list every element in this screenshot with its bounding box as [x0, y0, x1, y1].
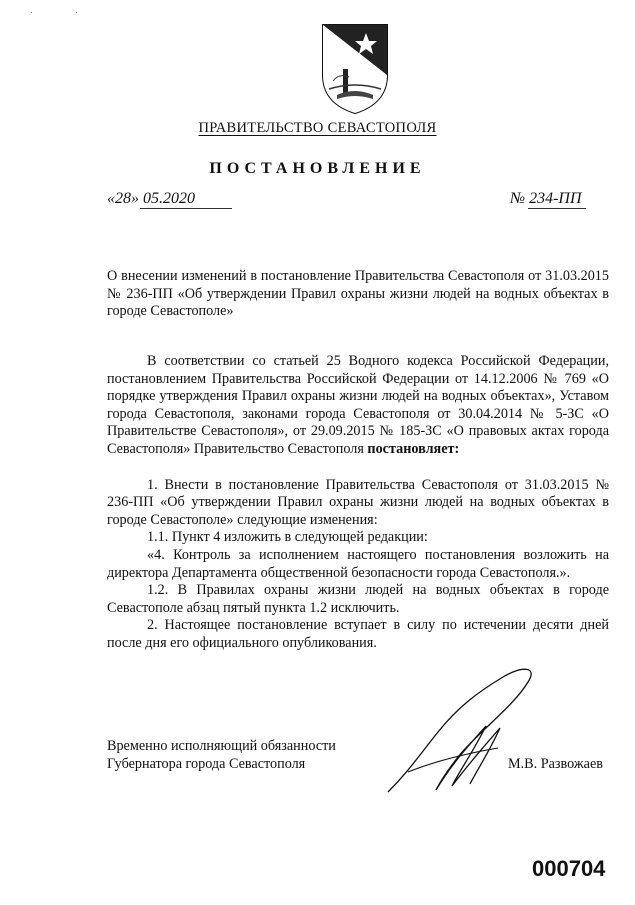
scan-mark: ᐧ [30, 8, 33, 19]
number-underline [528, 208, 586, 209]
document-date: «28» 05.2020 [107, 190, 195, 207]
document-subject: О внесении изменений в постановление Правительства Севастополя от 31.03.2015 № 236-ПП «Об утверждении Правил охраны жизни людей на водных объектах в городе Севастополе» [107, 268, 609, 319]
item-1-1-text: «4. Контроль за исполнением настоящего постановления возложить на директора Департамента общественной безопасности города Севастополя.». [107, 546, 609, 581]
date-underline [140, 208, 232, 209]
preamble-text: В соответствии со статьей 25 Водного кодекса Российской Федерации, постановлением Правительства Российской Федерации от 14.12.2006 № 769 «О порядке утверждения Правил охраны жизни людей на водных объектах», Уставом города Севастополя, законами города Севастополя от 30.04.2014 № 5-ЗС «О Правительстве Севастополя», от 29.09.2015 № 185-ЗС «О правовых актах города Севастополя» Правительство Севастополя [107, 353, 609, 457]
serial-number: 000704 [532, 856, 606, 881]
document-body [107, 353, 609, 653]
signatory-position [107, 738, 336, 773]
signatory-name: М.В. Развожаев [508, 756, 603, 772]
item-2: 2. Настоящее постановление вступает в силу по истечении десяти дней после дня его официального опубликования. [107, 617, 609, 651]
document-type: ПОСТАНОВЛЕНИЕ [209, 160, 426, 177]
coat-of-arms-icon [319, 23, 391, 115]
document-number: № 234-ПП [510, 190, 582, 207]
handwritten-signature-icon [378, 662, 548, 802]
position-line-2: Губернатора города Севастополя [107, 755, 306, 772]
item-1: 1. Внести в постановление Правительства Севастополя от 31.03.2015 № 236-ПП «Об утверждении Правил охраны жизни людей на водных объектах в городе Севастополе» следующие изменения: [107, 476, 609, 528]
position-line-1: Временно исполняющий обязанности [107, 738, 336, 754]
preamble-paragraph [107, 353, 609, 459]
decree-colon: : [454, 440, 460, 457]
scan-mark: ᐧ [75, 8, 78, 19]
item-1-1: 1.1. Пункт 4 изложить в следующей редакции: [147, 529, 428, 546]
government-title: ПРАВИТЕЛЬСТВО СЕВАСТОПОЛЯ [198, 120, 437, 136]
decree-word: постановляет [367, 440, 455, 457]
item-1-2: 1.2. В Правилах охраны жизни людей на водных объектах в городе Севастополе абзац пятый пункта 1.2 исключить. [107, 582, 609, 616]
